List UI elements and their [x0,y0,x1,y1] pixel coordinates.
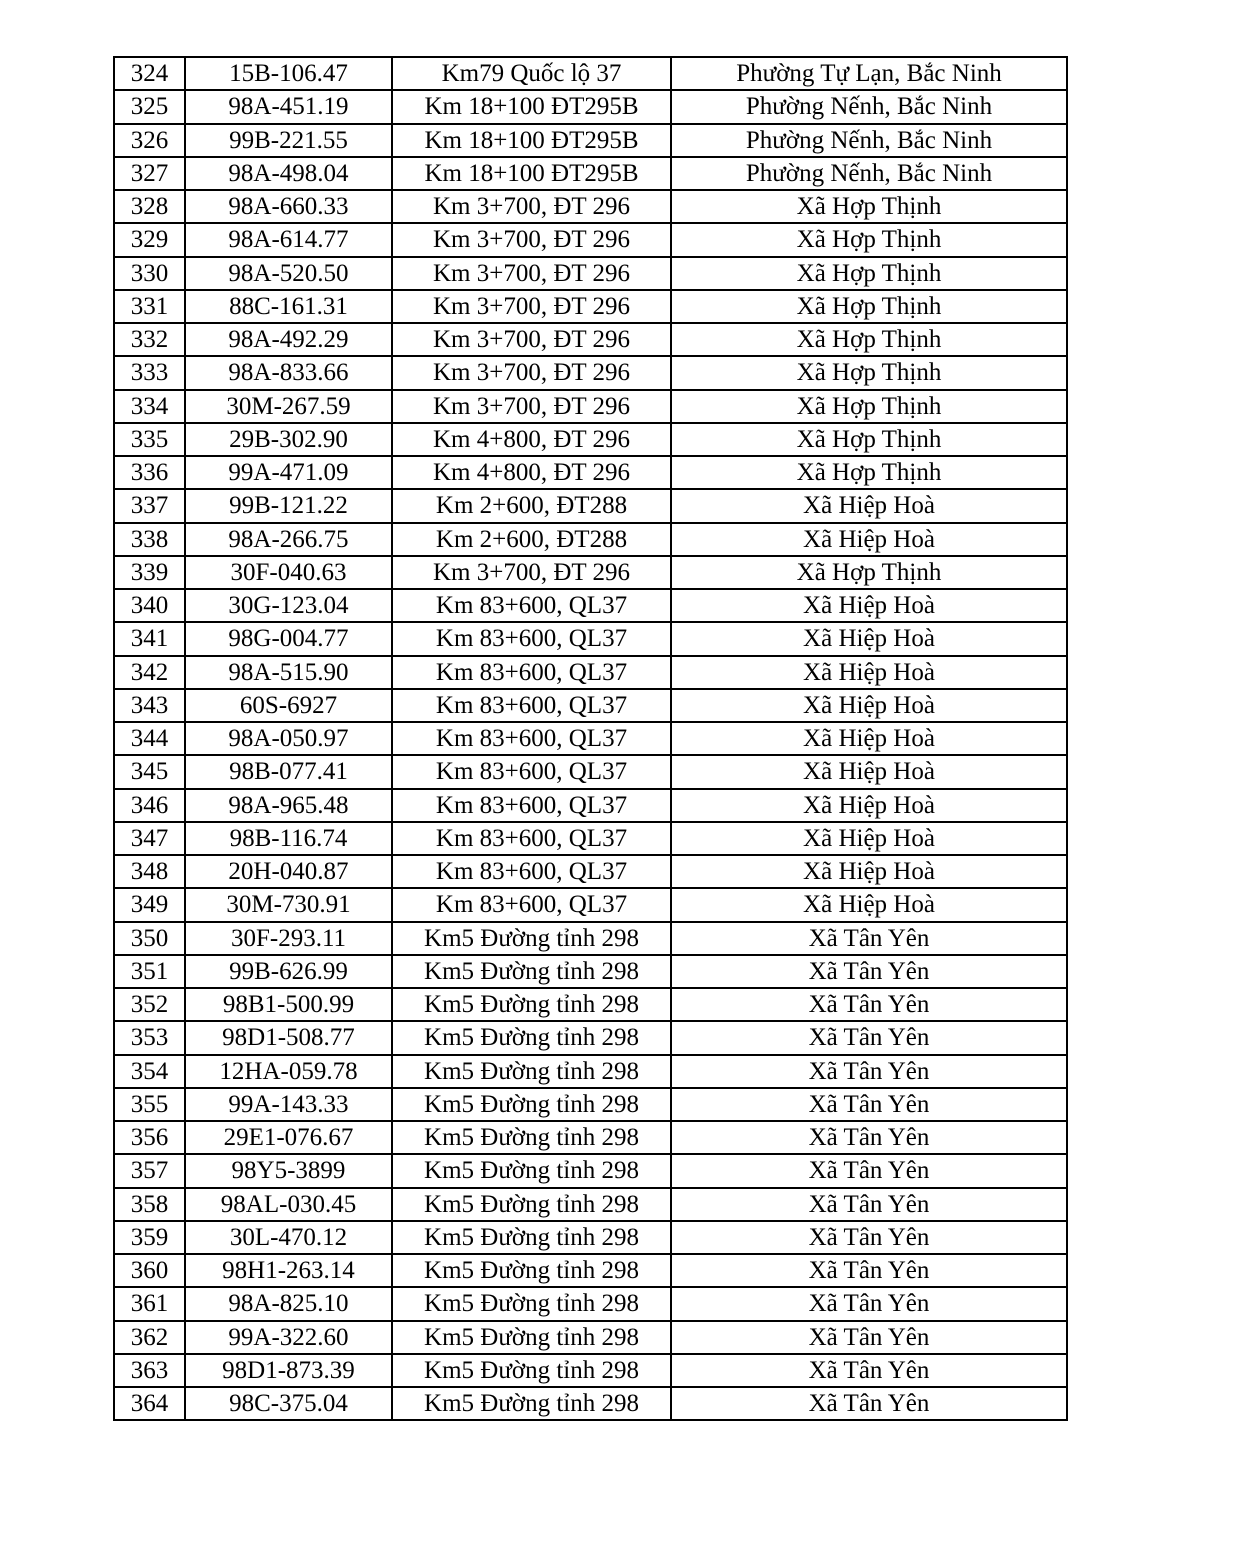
unit-cell: Xã Tân Yên [671,1221,1067,1254]
location-cell: Km 3+700, ĐT 296 [392,223,671,256]
table-row [114,855,1067,888]
location-cell: Km5 Đường tỉnh 298 [392,1254,671,1287]
location-cell: Km5 Đường tỉnh 298 [392,1321,671,1354]
table-row [114,556,1067,589]
license-plate-cell: 99B-221.55 [185,124,392,157]
unit-cell: Xã Hiệp Hoà [671,589,1067,622]
table-row [114,789,1067,822]
table-row [114,1088,1067,1121]
location-cell: Km5 Đường tỉnh 298 [392,1354,671,1387]
row-number-cell: 351 [114,955,185,988]
unit-cell: Xã Tân Yên [671,1254,1067,1287]
location-cell: Km 83+600, QL37 [392,855,671,888]
license-plate-cell: 98A-515.90 [185,656,392,689]
row-number-cell: 353 [114,1021,185,1054]
table-row [114,1287,1067,1320]
table-row [114,888,1067,921]
location-cell: Km 18+100 ĐT295B [392,90,671,123]
license-plate-cell: 98A-520.50 [185,257,392,290]
unit-cell: Xã Hợp Thịnh [671,356,1067,389]
unit-cell: Xã Tân Yên [671,1021,1067,1054]
row-number-cell: 324 [114,57,185,90]
table-row [114,190,1067,223]
row-number-cell: 350 [114,922,185,955]
license-plate-cell: 99A-143.33 [185,1088,392,1121]
license-plate-cell: 20H-040.87 [185,855,392,888]
row-number-cell: 338 [114,523,185,556]
license-plate-cell: 99B-121.22 [185,489,392,522]
unit-cell: Xã Hiệp Hoà [671,689,1067,722]
row-number-cell: 349 [114,888,185,921]
license-plate-cell: 98D1-508.77 [185,1021,392,1054]
license-plate-cell: 98AL-030.45 [185,1188,392,1221]
license-plate-cell: 98C-375.04 [185,1387,392,1420]
location-cell: Km5 Đường tỉnh 298 [392,1188,671,1221]
row-number-cell: 330 [114,257,185,290]
row-number-cell: 332 [114,323,185,356]
table-row [114,390,1067,423]
unit-cell: Phường Tự Lạn, Bắc Ninh [671,57,1067,90]
unit-cell: Xã Tân Yên [671,1121,1067,1154]
location-cell: Km 83+600, QL37 [392,822,671,855]
license-plate-cell: 98A-050.97 [185,722,392,755]
unit-cell: Xã Hợp Thịnh [671,556,1067,589]
license-plate-cell: 15B-106.47 [185,57,392,90]
license-plate-cell: 60S-6927 [185,689,392,722]
unit-cell: Xã Tân Yên [671,1321,1067,1354]
unit-cell: Xã Tân Yên [671,1354,1067,1387]
license-plate-cell: 30L-470.12 [185,1221,392,1254]
license-plate-cell: 30F-293.11 [185,922,392,955]
license-plate-cell: 30F-040.63 [185,556,392,589]
location-cell: Km5 Đường tỉnh 298 [392,1287,671,1320]
license-plate-cell: 30M-730.91 [185,888,392,921]
license-plate-cell: 29B-302.90 [185,423,392,456]
row-number-cell: 357 [114,1154,185,1187]
unit-cell: Xã Hiệp Hoà [671,855,1067,888]
unit-cell: Xã Tân Yên [671,988,1067,1021]
unit-cell: Xã Hiệp Hoà [671,656,1067,689]
table-row [114,523,1067,556]
location-cell: Km5 Đường tỉnh 298 [392,1154,671,1187]
location-cell: Km 83+600, QL37 [392,689,671,722]
location-cell: Km 3+700, ĐT 296 [392,323,671,356]
row-number-cell: 343 [114,689,185,722]
license-plate-cell: 29E1-076.67 [185,1121,392,1154]
table-row [114,1021,1067,1054]
location-cell: Km 83+600, QL37 [392,888,671,921]
row-number-cell: 334 [114,390,185,423]
row-number-cell: 359 [114,1221,185,1254]
table-row [114,124,1067,157]
location-cell: Km5 Đường tỉnh 298 [392,1387,671,1420]
row-number-cell: 364 [114,1387,185,1420]
table-row [114,1321,1067,1354]
unit-cell: Xã Hợp Thịnh [671,390,1067,423]
table-row [114,290,1067,323]
unit-cell: Phường Nếnh, Bắc Ninh [671,90,1067,123]
license-plate-cell: 30M-267.59 [185,390,392,423]
row-number-cell: 345 [114,755,185,788]
row-number-cell: 337 [114,489,185,522]
location-cell: Km5 Đường tỉnh 298 [392,988,671,1021]
license-plate-cell: 30G-123.04 [185,589,392,622]
row-number-cell: 325 [114,90,185,123]
unit-cell: Phường Nếnh, Bắc Ninh [671,157,1067,190]
table-row [114,157,1067,190]
unit-cell: Xã Tân Yên [671,922,1067,955]
row-number-cell: 344 [114,722,185,755]
location-cell: Km 4+800, ĐT 296 [392,423,671,456]
unit-cell: Xã Tân Yên [671,955,1067,988]
row-number-cell: 354 [114,1055,185,1088]
location-cell: Km 83+600, QL37 [392,622,671,655]
license-plate-cell: 98A-492.29 [185,323,392,356]
license-plate-cell: 98A-614.77 [185,223,392,256]
table-row [114,988,1067,1021]
unit-cell: Xã Hợp Thịnh [671,456,1067,489]
unit-cell: Xã Tân Yên [671,1055,1067,1088]
table-row [114,223,1067,256]
license-plate-cell: 98B-116.74 [185,822,392,855]
location-cell: Km 3+700, ĐT 296 [392,356,671,389]
license-plate-cell: 98A-833.66 [185,356,392,389]
row-number-cell: 342 [114,656,185,689]
row-number-cell: 331 [114,290,185,323]
license-plate-cell: 98A-965.48 [185,789,392,822]
license-plate-cell: 98G-004.77 [185,622,392,655]
table-row [114,257,1067,290]
row-number-cell: 346 [114,789,185,822]
license-plate-cell: 98A-451.19 [185,90,392,123]
table-row [114,489,1067,522]
license-plate-cell: 99A-322.60 [185,1321,392,1354]
unit-cell: Xã Hợp Thịnh [671,190,1067,223]
table-row [114,1055,1067,1088]
license-plate-cell: 88C-161.31 [185,290,392,323]
table-row [114,622,1067,655]
location-cell: Km 83+600, QL37 [392,722,671,755]
unit-cell: Xã Hiệp Hoà [671,622,1067,655]
table-row [114,755,1067,788]
location-cell: Km 3+700, ĐT 296 [392,257,671,290]
row-number-cell: 361 [114,1287,185,1320]
location-cell: Km 2+600, ĐT288 [392,523,671,556]
unit-cell: Xã Hợp Thịnh [671,257,1067,290]
license-plate-cell: 98Y5-3899 [185,1154,392,1187]
location-cell: Km 3+700, ĐT 296 [392,290,671,323]
unit-cell: Xã Hợp Thịnh [671,290,1067,323]
location-cell: Km5 Đường tỉnh 298 [392,1221,671,1254]
row-number-cell: 328 [114,190,185,223]
row-number-cell: 356 [114,1121,185,1154]
table-row [114,1221,1067,1254]
row-number-cell: 348 [114,855,185,888]
location-cell: Km 18+100 ĐT295B [392,157,671,190]
row-number-cell: 347 [114,822,185,855]
unit-cell: Xã Hiệp Hoà [671,755,1067,788]
unit-cell: Xã Hiệp Hoà [671,789,1067,822]
location-cell: Km 18+100 ĐT295B [392,124,671,157]
location-cell: Km5 Đường tỉnh 298 [392,955,671,988]
unit-cell: Xã Hiệp Hoà [671,822,1067,855]
location-cell: Km5 Đường tỉnh 298 [392,1121,671,1154]
row-number-cell: 336 [114,456,185,489]
table-row [114,90,1067,123]
license-plate-cell: 98A-660.33 [185,190,392,223]
row-number-cell: 339 [114,556,185,589]
license-plate-cell: 99A-471.09 [185,456,392,489]
location-cell: Km 83+600, QL37 [392,656,671,689]
table-row [114,423,1067,456]
unit-cell: Xã Hiệp Hoà [671,523,1067,556]
location-cell: Km 83+600, QL37 [392,789,671,822]
row-number-cell: 340 [114,589,185,622]
location-cell: Km5 Đường tỉnh 298 [392,1021,671,1054]
table-row [114,589,1067,622]
location-cell: Km 3+700, ĐT 296 [392,390,671,423]
unit-cell: Xã Tân Yên [671,1287,1067,1320]
row-number-cell: 329 [114,223,185,256]
row-number-cell: 333 [114,356,185,389]
location-cell: Km5 Đường tỉnh 298 [392,1088,671,1121]
row-number-cell: 362 [114,1321,185,1354]
unit-cell: Xã Tân Yên [671,1154,1067,1187]
unit-cell: Xã Tân Yên [671,1387,1067,1420]
location-cell: Km 83+600, QL37 [392,755,671,788]
table-row [114,323,1067,356]
table-row [114,656,1067,689]
location-cell: Km79 Quốc lộ 37 [392,57,671,90]
location-cell: Km 83+600, QL37 [392,589,671,622]
row-number-cell: 363 [114,1354,185,1387]
row-number-cell: 327 [114,157,185,190]
table-row [114,922,1067,955]
unit-cell: Xã Hiệp Hoà [671,722,1067,755]
unit-cell: Phường Nếnh, Bắc Ninh [671,124,1067,157]
violations-table [113,56,1068,1421]
license-plate-cell: 12HA-059.78 [185,1055,392,1088]
row-number-cell: 341 [114,622,185,655]
table-row [114,722,1067,755]
license-plate-cell: 98H1-263.14 [185,1254,392,1287]
row-number-cell: 352 [114,988,185,1021]
table-body [114,57,1067,1420]
table-row [114,955,1067,988]
location-cell: Km 2+600, ĐT288 [392,489,671,522]
license-plate-cell: 98B1-500.99 [185,988,392,1021]
unit-cell: Xã Hợp Thịnh [671,423,1067,456]
location-cell: Km 3+700, ĐT 296 [392,556,671,589]
unit-cell: Xã Hợp Thịnh [671,323,1067,356]
license-plate-cell: 99B-626.99 [185,955,392,988]
row-number-cell: 326 [114,124,185,157]
unit-cell: Xã Hợp Thịnh [671,223,1067,256]
license-plate-cell: 98D1-873.39 [185,1354,392,1387]
unit-cell: Xã Tân Yên [671,1088,1067,1121]
table-row [114,1188,1067,1221]
license-plate-cell: 98A-498.04 [185,157,392,190]
table-row [114,1154,1067,1187]
table-row [114,689,1067,722]
table-row [114,1254,1067,1287]
table-row [114,1387,1067,1420]
unit-cell: Xã Hiệp Hoà [671,888,1067,921]
location-cell: Km 3+700, ĐT 296 [392,190,671,223]
row-number-cell: 360 [114,1254,185,1287]
row-number-cell: 335 [114,423,185,456]
location-cell: Km 4+800, ĐT 296 [392,456,671,489]
table-row [114,456,1067,489]
license-plate-cell: 98B-077.41 [185,755,392,788]
row-number-cell: 358 [114,1188,185,1221]
license-plate-cell: 98A-825.10 [185,1287,392,1320]
table-row [114,822,1067,855]
license-plate-cell: 98A-266.75 [185,523,392,556]
unit-cell: Xã Hiệp Hoà [671,489,1067,522]
unit-cell: Xã Tân Yên [671,1188,1067,1221]
table-row [114,1121,1067,1154]
row-number-cell: 355 [114,1088,185,1121]
table-row [114,356,1067,389]
location-cell: Km5 Đường tỉnh 298 [392,922,671,955]
location-cell: Km5 Đường tỉnh 298 [392,1055,671,1088]
table-row [114,1354,1067,1387]
table-row [114,57,1067,90]
